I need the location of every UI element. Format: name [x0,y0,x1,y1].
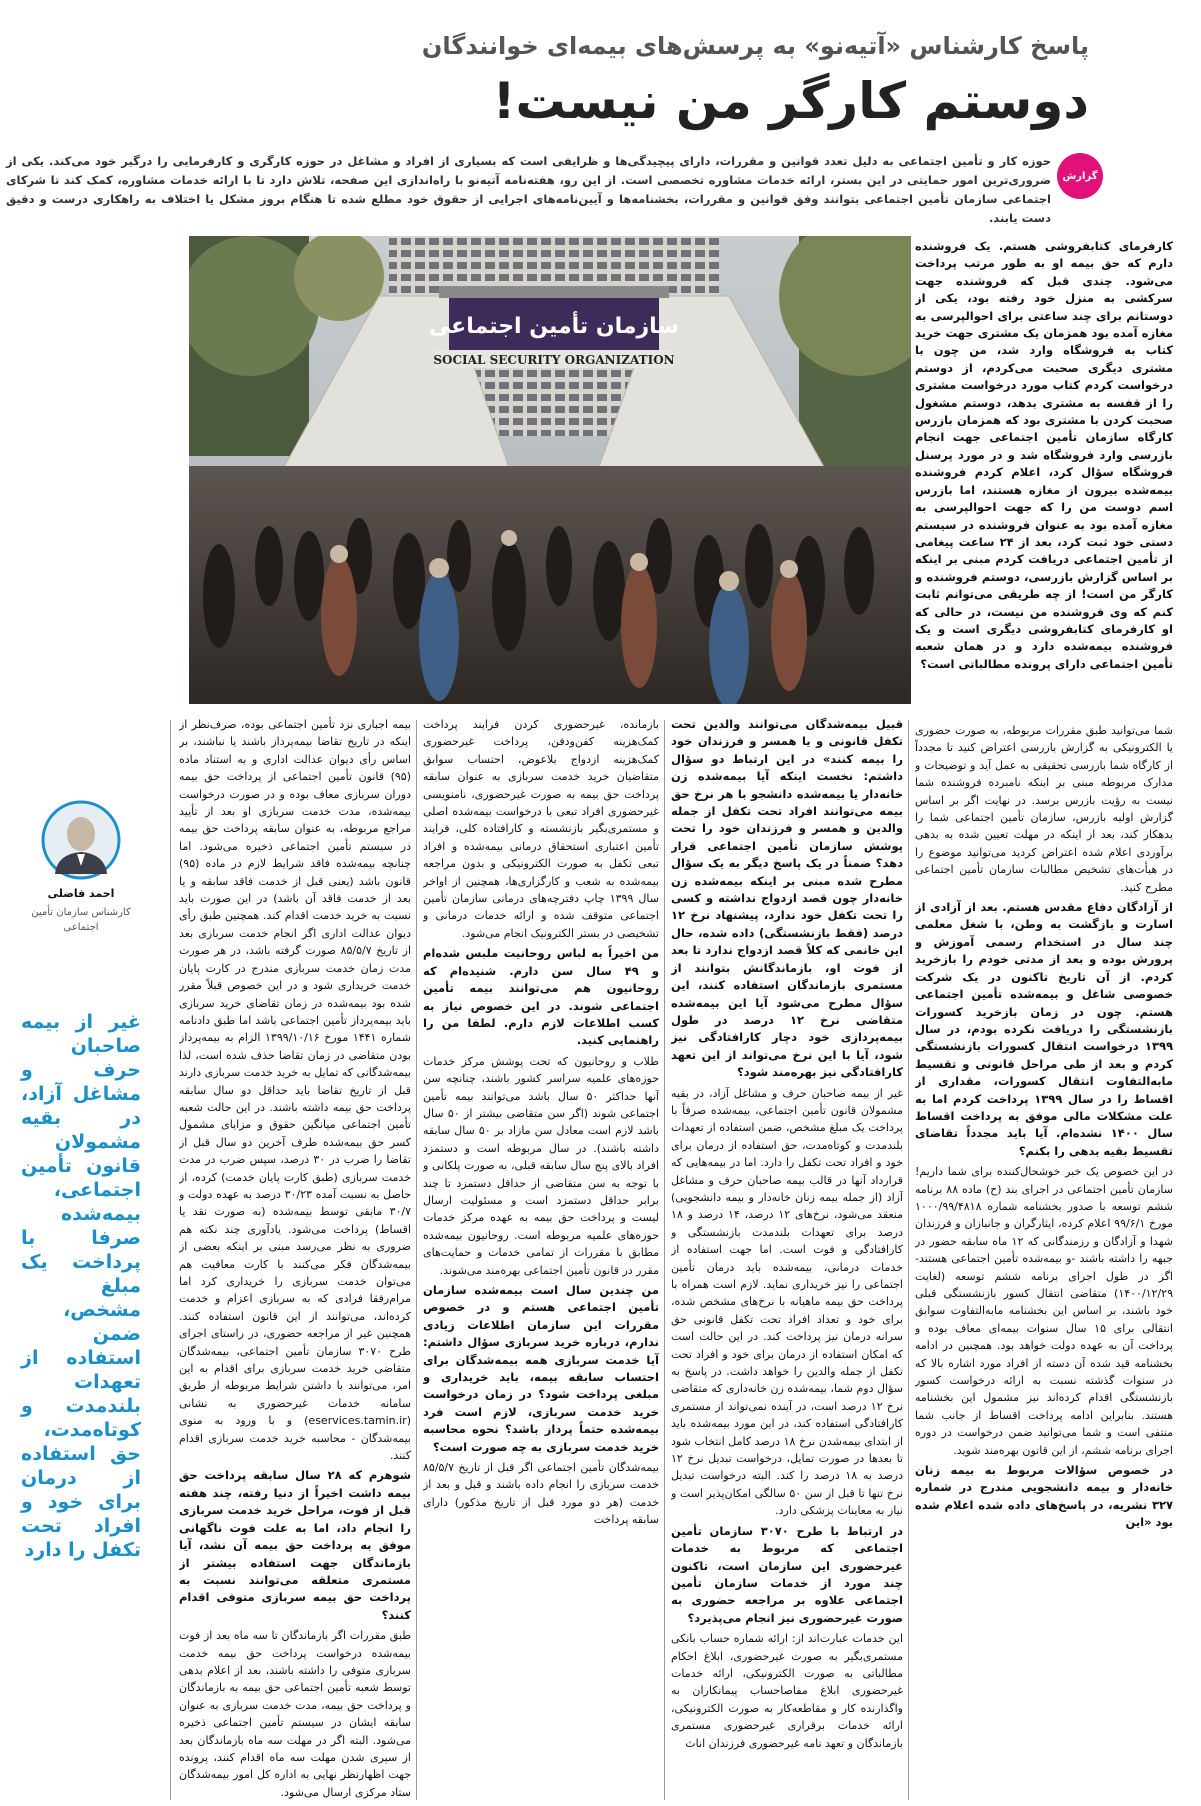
answer-8: طبق مقررات اگر بازماندگان تا سه ماه بعد از فوت بیمه‌شده درخواست پرداخت حق بیمه خدمت سربازی متوفی را داشته باشند، بعد از اعلام بدهی توسط شعبه تأمین اجتماعی حق بیمه به بازماندگان و پرداخت حق بیمه، مدت خدمت سربازی به عنوان سابقه ایشان در سیستم تأمین اجتماعی ذخیره می‌شود. البته اگر در مهلت سه ماه بازماندگان بعد از سپری شدن مهلت سه ماه اقدام کنند، پرونده جهت اظهارنظر نهایی به اداره کل امور بیمه‌شدگان ستاد مرکزی ارسال می‌شود. [179,1629,411,1799]
expert-avatar [21,800,141,880]
sign-english: SOCIAL SECURITY ORGANIZATION [433,353,675,367]
question-7: من چندین سال است بیمه‌شده سازمان تأمین اجتماعی هستم و در خصوص مقررات این سازمان اطلاعات زیادی ندارم، درباره خرید سربازی سؤال داشتم: آیا خدمت سربازی همه بیمه‌شدگان برای احتساب سابقه بیمه، باید خریداری و مبلغی پرداخت شود؟ در زمان درخواست خرید خدمت سربازی، لازم است فرد بیمه‌شده حتماً پرداز باشد؟ نحوه محاسبه خرید خدمت سربازی به چه صورت است؟ [423,1283,659,1454]
answer-6: طلاب و روحانیون که تحت پوشش مرکز خدمات حوزه‌های علمیه سراسر کشور باشند، چنانچه سن آنها حداکثر ۵۰ سال باشد می‌توانند بیمه تأمین اجتماعی شوند (اگر سن متقاضی بیشتر از ۵۰ سال باشد لازم است معادل سن مازاد بر ۵۰ سال سابقه داشته باشند). در سال مربوطه است و دستمزد افراد بالای پنج سال سابقه قبلی، به صورت پلکانی و با توجه به سن متقاضی از حداقل دستمزد تا چند برابر حداقل دستمزد است و مسئولیت ارسال لیست و پرداخت حق بیمه به عهده مرکز خدمات حوزه‌های علمیه مربوطه است. روحانیون بیمه‌شده مطابق با مقررات از تمامی خدمات و حمایت‌های مقرر در قانون تأمین اجتماعی بهره‌مند می‌شوند. [423,1054,659,1277]
question-4: قبیل بیمه‌شدگان می‌توانند والدین تحت تکفل قانونی و یا همسر و فرزندان خود را بیمه کنند» در این ارتباط دو سؤال داشتم: نخست اینکه آیا بیمه‌شده زن خانه‌دار یا بیمه‌شده دانشجو با هر نرخ حق بیمه می‌توانند افراد تحت تکفل از جمله والدین و همسر و فرزندان خود را تحت پوشش سازمان تأمین اجتماعی قرار دهد؟ ضمناً در یک پاسخ دیگر به یک سؤال مطرح شده مبنی بر اینکه بیمه‌شده زن خانه‌دار چون قصد ازدواج نداشته و کسی را تحت تکفل خود ندارد، پیشنهاد نرخ ۱۲ درصد (فقط بازنشستگی) داده شده، حال این خانمی که کلاً قصد ازدواج ندارد تا بعد از فوت او، بازماندگانش بتوانند از مستمری بازماندگان استفاده کنند، این سؤال مطرح می‌شود آیا این بیمه‌شده متقاضی نرخ ۱۲ درصد در طول بیمه‌پردازی خود دچار کارافتادگی نیز شود، آیا با این نرخ می‌تواند از این تعهد کارافتادگی نیز بهره‌مند شود؟ [671,717,903,1080]
expert-role: کارشناس سازمان تأمین اجتماعی [31,907,131,933]
expert-name: احمد فاضلی [47,887,115,900]
supertitle: پاسخ کارشناس «آتیه‌نو» به پرسش‌های بیمه‌ای خوانندگان [421,32,1089,60]
headline: دوستم کارگر من نیست! [492,72,1089,130]
lead-paragraph: حوزه کار و تأمین اجتماعی به دلیل تعدد قوانین و مقررات، دارای پیچیدگی‌ها و ظرایفی است که بسیاری از افراد و مشاغل در حوزه کارگری و کارفرمایی را درگیر خود می‌کند. یکی از ضروری‌ترین امور حمایتی در این بستر، ارائه خدمات مشاوره تخصصی است. از این رو، هفته‌نامه آتیه‌نو با راه‌اندازی این صفحه، تلاش دارد تا با ارائه خدمات مشاوره، کمک کند تا شرکای اجتماعی سازمان تأمین اجتماعی بتوانند وفق قوانین و مقررات، بخشنامه‌ها و آیین‌نامه‌های اجرایی از حقوق خود مطلع شده تا هنگام بروز مشکل یا اختلاف به راهکاری درست و دقیق دست یابند. [6,154,1051,225]
question-8: شوهرم که ۲۸ سال سابقه پرداخت حق بیمه داشت اخیراً از دنیا رفته، چند هفته قبل از فوت، مراحل خرید خدمت سربازی را انجام داد، اما به علت فوت ناگهانی موفق به پرداخت حق بیمه آن نشد، آیا بازماندگان جهت استفاده بیشتر از مستمری متعلقه می‌توانند نسبت به پرداخت حق بیمه سربازی متوفی اقدام کنند؟ [179,1468,411,1622]
column-divider [170,720,171,1800]
answer-7-cont: بیمه اجباری نزد تأمین اجتماعی بوده، صرف‌نظر از اینکه در تاریخ تقاضا بیمه‌پرداز باشند یا نباشند، بر اساس رأی دیوان عدالت اداری و به استناد ماده (۹۵) قانون تأمین اجتماعی از پرداخت حق بیمه دوران سربازی معاف بوده و در صورت درخواست بیمه‌شده، مدت خدمت سربازی او بعد از تأیید مراجع مربوطه، به عنوان سابقه پرداخت حق بیمه در سیستم تأمین اجتماعی ذخیره می‌شود. اما چنانچه بیمه‌شده فاقد شرایط لازم در ماده (۹۵) قانون باشد (یعنی قبل از خدمت فاقد سابقه و یا بعد از خدمت فاقد آن باشد) در این صورت باید نسبت به خرید خدمت اقدام کند. همچنین طبق رأی دیوان عدالت اداری اگر انجام خدمت سربازی بعد از تاریخ ۸۵/۵/۷ صورت گرفته باشد، در هر صورت مدت زمان خدمت سربازی مندرج در کارت پایان خدمت خریداری شود و در این خصوص قبلاً مقرر شده بود بیمه‌شده در زمان تقاضای خرید سربازی باید بیمه‌پرداز تأمین اجتماعی باشد اما طبق دادنامه شماره ۱۴۴۱ مورخ ۱۳۹۹/۱۰/۱۶ الزام به بیمه‌پرداز بودن متقاضی در زمان تقاضا حذف شده است، لذا بیمه‌شدگانی که تمایل به خرید خدمت سربازی دارند قبل از تاریخ تقاضا باید حداقل دو سال سابقه پرداخت حق بیمه داشته باشند. در این حالت شعبه تأمین اجتماعی میانگین حقوق و مزایای مشمول کسر حق بیمه‌شده طرف آخرین دو سال قبل از تقاضا را ضرب در ۳۰ درصد، سپس ضرب در مدت خدمت سربازی (طبق کارت پایان خدمت) کرده، از حاصل به نسبت آمده ۳۰/۲۳ درصد به عهده دولت و ۳۰/۷ مابقی توسط بیمه‌شده (به صورت نقد یا اقساط) پرداخت می‌شود. یادآوری چند نکته هم ضروری به نظر می‌رسد مبنی بر اینکه بعضی از بیمه‌شدگان فکر می‌کنند با کارت معافیت هم می‌توان خدمت سربازی را خریداری کرد اما مرام‌رفقا فرادی که به سربازی اعزام و خدمت کرده‌اند، می‌توانند از این قانون استفاده کنند. همچنین غیر از مراجعه حضوری، در راستای اجرای طرح ۳۰۷۰ سازمان تأمین اجتماعی، بیمه‌شدگان متقاضی خرید خدمت سربازی برای اقدام به این امر، می‌توانند با داشتن شرایط مربوطه از طریق سامانه خدمات غیرحضوری به نشانی (eservices.tamin.ir) و با ورود به منوی بیمه‌شدگان - محاسبه خرید خدمت سربازی اقدام کنند. [179,718,411,1463]
answer-4: غیر از بیمه صاحبان حرف و مشاغل آزاد، در بقیه مشمولان قانون تأمین اجتماعی، بیمه‌شده صرفاً با پرداخت یک مبلغ مشخص، ضمن استفاده از تعهدات بلندمدت و کوتاه‌مدت، حق استفاده از درمان برای خود و افراد تحت تکفل را دارد. اما در بیمه‌هایی که قرارداد آنها در قالب بیمه صاحبان حرف و مشاغل آزاد (از جمله بیمه زنان خانه‌دار و بیمه دانشجویی) منعقد می‌شود، نرخ‌های ۱۲ درصد، ۱۴ درصد و ۱۸ درصد برای تعهدات بلندمدت بازنشستگی و کارافتادگی و فوت است. اما جهت استفاده از خدمات درمانی، بیمه‌شده باید درمان تأمین اجتماعی را نیز خریداری نماید. لازم است همراه با پرداخت حق بیمه ماهیانه با نرخ‌های مشخص شده، برای خود و تعداد افراد تحت تکفل قانونی حق سرانه درمان نیز پرداخت کند. در این حالت است که امکان استفاده از درمان برای خود و افراد تحت تکفل از جمله والدین را خواهد داشت. در پاسخ به سؤال دوم شما، بیمه‌شده زن خانه‌داری که متقاضی نرخ ۱۲ درصد است، در آینده نمی‌تواند از مستمری کارافتادگی استفاده کند، در این مورد بیمه‌شده باید از ابتدای بیمه‌شدن نرخ ۱۸ درصد کامل انتخاب شود تا بعدها در صورت تمایل، درخواست تبدیل نرخ ۱۲ درصد به ۱۸ درصد را کند. البته درخواست تبدیل نرخ تنها تا قبل از سن ۵۰ سالگی امکان‌پذیر است و نیاز به معاینات پزشکی دارد. [671,1086,903,1518]
column-3 [423,716,659,1802]
sign-farsi: سازمان تأمین اجتماعی [428,314,680,339]
report-badge: گزارش [1057,153,1103,199]
pull-quote: غیر از بیمه صاحبان حرف و مشاغل آزاد، در بقیه مشمولان قانون تأمین اجتماعی، بیمه‌شده صرفا با پرداخت یک مبلغ مشخص، ضمن استفاده از تعهدات بلندمدت و کوتاه‌مدت، حق استفاده از درمان برای خود و افراد تحت تکفل را دارد [21,1011,141,1561]
answer-5-cont: بازمانده، غیرحضوری کردن فرایند پرداخت کمک‌هزینه کفن‌ودفن، پرداخت غیرحضوری کمک‌هزینه ازدواج بلاعوض، احتساب سوابق متقاضیان خرید خدمت سربازی به عنوان سابقه پرداخت حق بیمه به صورت غیرحضوری، نامنویسی غیرحضوری افراد تبعی با درخواست بیمه‌شده اصلی و مستمری‌بگیر بازنشسته و کارافتاده کلی، فرایند تأمین اعتباری استحقاق درمانی بیمه‌شده و افراد تبعی تکفل به صورت الکترونیکی و بدون مراجعه بیمه‌شده به شعب و کارگزاری‌ها، همچنین از اواخر سال ۱۳۹۹ چاپ دفترچه‌های درمانی سازمان تأمین اجتماعی متوقف شده و ارائه خدمات درمانی و تشخیصی در بستر الکترونیک انجام می‌شود. [423,718,659,940]
question-3: در خصوص سؤالات مربوط به بیمه زنان خانه‌دار و بیمه دانشجویی مندرج در شماره ۳۲۷ نشریه، در پاسخ‌های داده شده اعلام شده بود «این [915,1463,1173,1530]
article-photo [189,236,911,704]
column-2 [671,716,903,1802]
column-divider [664,720,665,1800]
answer-7: بیمه‌شدگان تأمین اجتماعی اگر قبل از تاریخ ۸۵/۵/۷ خدمت سربازی را انجام داده باشند و قبل و بعد از خدمت (هر دو مورد قبل از تاریخ مذکور) دارای سابقه پرداخت [423,1461,659,1527]
question-6: من اخیراً به لباس روحانیت ملبس شده‌ام و ۴۹ سال سن دارم. شنیده‌ام که روحانیون هم می‌توانند بیمه تأمین اجتماعی شوند. در این خصوص نیاز به کسب اطلاعات لازم دارم. لطفا من را راهنمایی کنید. [423,946,659,1048]
question-5: در ارتباط با طرح ۳۰۷۰ سازمان تأمین اجتماعی که مربوط به خدمات غیرحضوری این سازمان است، تاکنون چند مورد از خدمات سازمان تأمین اجتماعی علاوه بر مراجعه حضوری به صورت غیرحضوری نیز انجام می‌پذیرد؟ [671,1523,903,1625]
column-1-top [915,238,1173,724]
answer-2: در این خصوص یک خبر خوشحال‌کننده برای شما داریم! سازمان تأمین اجتماعی در اجرای بند (ح) ماده ۸۸ برنامه ششم توسعه با صدور بخشنامه شماره ۱۰۰۰/۹۹/۴۸۱۸ مورخ ۹۹/۶/۱ اعلام کرده، ایثارگران و جانبازان و فرزندان شهدا و آزادگان و رزمندگانی که ۱۲ ماه سابقه حضور در جبهه را داشته باشند -و بیمه‌شده تأمین اجتماعی هستند- اگر در طول اجرای برنامه ششم توسعه (لغایت ۱۴۰۰/۱۲/۲۹) متقاضی انتقال کسور بازنشستگی قبلی خود باشند، بر اساس این بخشنامه مابه‌التفاوت سوابق انتقالی برای ۱۵ سال سنوات بیمه‌ای معاف بوده و پرداخت آن به عهده دولت خواهد بود. همچنین در ادامه بخشنامه قید شده آن دسته از افراد مورد اشاره بالا که در سنوات گذشته نسبت به ارائه درخواست کسور بازنشستگی اقدام کرده‌اند نیز مشمول این بخشنامه هستند. بنابراین ادامه پرداخت اقساط از جانب شما منتفی است و شما می‌توانید ضمن درخواست در دوره اجرای برنامه ششم، از این قانون بهره‌مند شوید. [915,1165,1173,1457]
question-2: از آزادگان دفاع مقدس هستم. بعد از آزادی از اسارت و بازگشت به وطن، با شغل معلمی چند سال در استخدام رسمی آموزش و پرورش بوده و بعد از مدتی خودم را بازخرید کردم. از آن تاریخ تاکنون در یک شرکت خصوصی شاغل و بیمه‌شده تأمین اجتماعی هستم. چون در زمان بازخرید کسورات بازنشستگی را دریافت نکرده بودم، در سال ۱۳۹۹ درخواست انتقال کسورات بازنشستگی کردم و بعد از طی مراحل قانونی و تقسیط مابه‌التفاوت انتقال کسورات، مقداری از اقساط را در سال ۱۳۹۹ پرداخت کردم اما به علت مشکلات مالی موفق به پرداخت اقساط سال ۱۴۰۰ نشده‌ام. آیا باید مجدداً تقاضای تقسیط بقیه بدهی را بکنم؟ [915,900,1173,1158]
column-4 [179,716,411,1802]
question-1: کارفرمای کتابفروشی هستم. یک فروشنده دارم که حق بیمه او به طور مرتب پرداخت می‌شود. چندی قبل که فروشنده جهت سرکشی به منزل خود رفته بود، یکی از دوستانم برای چند ساعتی برای احوالپرسی به مغازه آمده بود همزمان یک مشتری جهت خرید کتاب به فروشگاه وارد شد، من چون با مشتری دیگری صحبت می‌کردم، از دوستم درخواست کردم کتاب مورد درخواست مشتری را از قفسه به مشتری بدهد، دوستم مشغول صحبت کردن با مشتری بود که همزمان بازرس کارگاه سازمان تأمین اجتماعی جهت انجام بازرسی وارد فروشگاه شد و در مورد پرسنل فروشگاه سؤال کرد، اعلام کردم فروشنده بیمه‌شده بیرون از مغازه هستند، اما بازرس اسم دوست من را که جهت احوالپرسی به مغازه آمده بود به عنوان فروشنده در سیستم دستی خود ثبت کرد، بعد از ۲۴ ساعت پیغامی از تأمین اجتماعی دریافت کردم مبنی بر اینکه بر اساس گزارش بازرسی، دوستم فروشنده و کارگر من است! از چه طریقی می‌توانم ثابت کنم که وی فروشنده من نیست، در حالی که او کارفرمای کتابفروشی دیگری است و یک فروشنده بیمه‌شده دارد و در همان شعبه تأمین اجتماعی دارای پرونده مطالباتی است؟ [915,239,1173,671]
column-divider [416,720,417,1800]
answer-5: این خدمات عبارت‌اند از: ارائه شماره حساب بانکی مستمری‌بگیر به صورت غیرحضوری، ابلاغ احکام مطالباتی به صورت الکترونیکی، ارائه خدمات غیرحضوری ابلاغ مفاصاحساب پیمانکاران به واگذارنده کار و مقاطعه‌کار به صورت الکترونیکی، ارائه خدمات برقراری غیرحضوری مستمری بازماندگان و تعهد نامه غیرحضوری فرزندان اناث [671,1632,903,1750]
answer-1: شما می‌توانید طبق مقررات مربوطه، به صورت حضوری یا الکترونیکی به گزارش بازرسی اعتراض کنید تا مجدداً از کارگاه شما بازرسی تحقیقی به عمل آید و توضیحات و مدارک مربوطه مبنی بر اینکه نامبرده فروشنده شما نیست به رؤیت بازرس برسد. در نهایت اگر بر اساس گزارش اولیه بازرس، سازمان تأمین اجتماعی شما را بدهکار کند، بعد از اینکه در مهلت تعیین شده به بدهی برآوردی اعلام شده اعتراض کردید می‌توانید موضوع را در هیأت‌های تشخیص مطالبات سازمان تأمین اجتماعی مطرح کنید. [915,724,1173,894]
column-divider [908,720,909,1800]
column-1 [915,722,1173,1802]
